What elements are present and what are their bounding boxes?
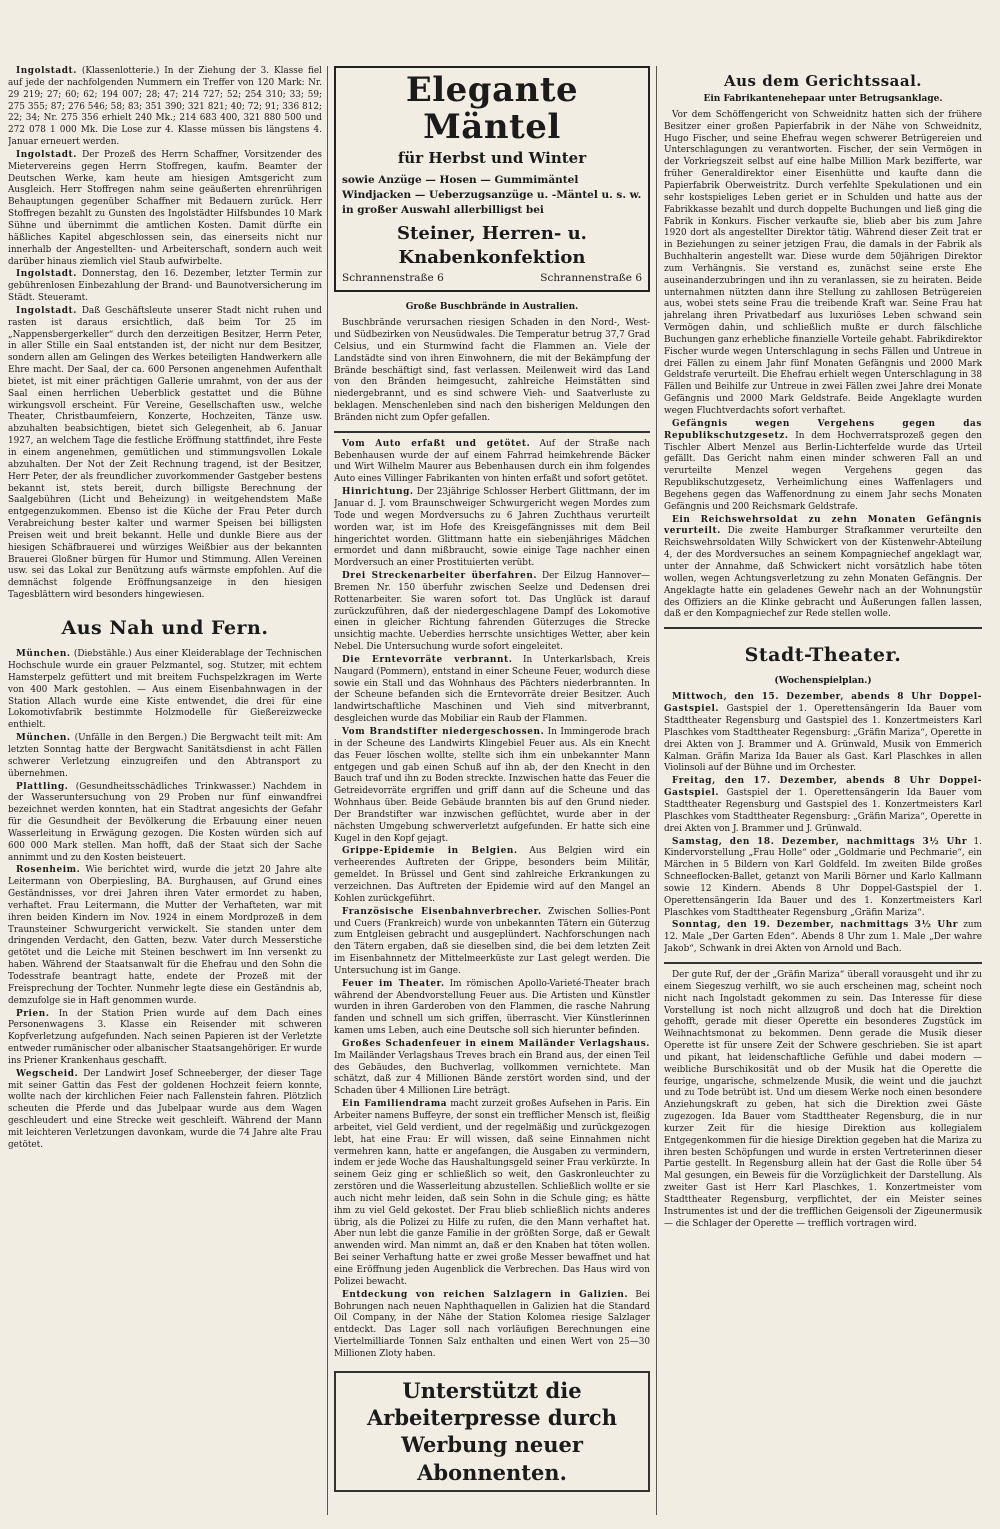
article: München. (Diebstähle.) Aus einer Kleiderablage der Technischen Hochschule wurde ein grauer Pelzmantel, sog. Stutzer, mit echtem Hamsterpelz gefüttert und mit breitem Fuchspelzkragen im Werte von 400 Mark gestohlen. — Aus einem Eisenbahnwagen in der Station Allach wurde eine Kiste entwendet, die drei für eine Lokomotivfabrik bestimmte Holzmodelle für Gießereizwecke enthielt. (8, 649, 322, 731)
ad-address-left: Schrannenstraße 6 (342, 272, 444, 285)
theater-item: Sonntag, den 19. Dezember, nachmittags 3½ Uhr zum 12. Male „Der Garten Eden“. Abends 8 Uhr zum 1. Male „Der wahre Jakob“, Schwank in drei Akten von Arnold und Bach. (664, 920, 982, 955)
article: München. (Unfälle in den Bergen.) Die Bergwacht teilt mit: Am letzten Sonntag hatte der Bergwacht Sanitätsdienst in acht Fällen schwerer Verletzung einzugreifen und den Abtransport zu übernehmen. (8, 733, 322, 779)
article: Vor dem Schöffengericht von Schweidnitz hatten sich der frühere Besitzer einer großen Papierfabrik in der Nähe von Schweidnitz, Hugo Fischer, und seine Ehefrau wegen schwerer Betrügereien und Unterschlagungen zu verantworten. Fischer, der sein Vermögen in der Vorkriegszeit selbst auf eine halbe Million Mark bezifferte, war früher Generaldirektor einer Eisenhütte und kaufte dann die Papierfabrik Oberweistritz. Durch verfehlte Spekulationen und ein sehr kostspieliges Leben geriet er in Schulden und hatte aus der Fabrikkasse bezahlt und durch doppelte Buchungen und ließ ging die Fabrik in Konkurs. Fischer verkaufte sie, blieb aber bis zum Jahre 1920 dort als angestellter Direktor tätig. Während dieser Zeit trat er in Beziehungen zu seiner jetzigen Frau, die damals in der Fabrik als Buchhalterin angestellt war. Diese wurde dem 50jährigen Direktor zum Verhängnis. Sie verstand es, zunächst seine erste Ehe auseinanderzubringen und ihn zu veranlassen, sie zu heiraten. Beide unternahmen nützten dann ihre Stellung zu zahllosen Betrügereien aus, wobei stets seine Frau die treibende Kraft war. Seine Frau hat jahrelang ihren Privatbedarf aus luxuriöses Leben schwand sein Vermögen dahin, und schließlich mußte er durch fälschliche Buchungen ganz erhebliche finanzielle Vorteile gehabt. Fabrikdirektor Fischer wurde wegen Unterschlagung in sechs Fällen und Untreue in drei Fällen zu einem Jahr fünf Monaten Gefängnis und 2000 Mark Geldstrafe verurteilt. Die Ehefrau erhielt wegen Unterschlagung in 38 Fällen und Beihilfe zur Untreue in zwei Fällen zwei Jahre drei Monate Gefängnis und 2000 Mark Geldstrafe. Beide Angeklagte wurden wegen Fluchtverdachts sofort verhaftet. (664, 109, 982, 416)
article: Ingolstadt. Donnerstag, den 16. Dezember, letzter Termin zur gebührenlosen Einbezahlung der Brand- und Baunotversicherung im Städt. Steueramt. (8, 269, 322, 304)
article: Vom Auto erfaßt und getötet. Auf der Straße nach Bebenhausen wurde der auf einem Fahrrad heimkehrende Bäcker und Wirt Wilhelm Maurer aus Bebenhausen durch ein ihm folgendes Auto eines Villinger Fabrikanten von hinten erfaßt und sofort getötet. (334, 438, 650, 485)
appeal-line-1: Unterstützt die Arbeiterpresse durch (366, 1377, 617, 1431)
article: Vom Brandstifter niedergeschossen. In Immingerode brach in der Scheune des Landwirts Klingebiel Feuer aus. Als ein Knecht das Feuer löschen wollte, stellte sich ihm ein unbekannter Mann entgegen und gab einen Schuß auf ihn ab, der den Knecht in den Bauch traf und ihn zu Boden streckte. Inzwischen hatte das Feuer die Getreidevorräte ergriffen und griff dann auf die Scheune und das Wohnhaus über. Beide Gebäude brannten bis auf den Grund nieder. Der Brandstifter war inzwischen geflüchtet, wurde aber in der nächsten Umgebung schwerverletzt aufgefunden. Er hatte sich eine Kugel in den Kopf gejagt. (334, 727, 650, 844)
article: Gefängnis wegen Vergehens gegen das Republikschutzgesetz. In dem Hochverratsprozeß gegen den Tischler Albert Menzel aus Berlin-Lichterfelde wurde das Urteil gefällt. Das Gericht nahm einen minder schweren Fall an und verurteilte Menzel wegen Vergehens gegen das Republikschutzgesetz, Verheimlichung eines Waffenlagers und Begehens gegen das Waffenordnung zu einem Jahr sechs Monaten Gefängnis und 200 Reichsmark Geldstrafe. (664, 418, 982, 512)
divider (664, 962, 982, 964)
article: Ein Familiendrama macht zurzeit großes Aufsehen in Paris. Ein Arbeiter namens Buffeyre, der sonst ein trefflicher Mensch ist, fleißig arbeitet, viel Geld verdient, und der regelmäßig und zurückgezogen lebt, hat eine Frau: Er will wissen, daß seine Einnahmen nicht vermehren kann, hatte er angefangen, die Ausgaben zu vermindern, indem er jede Woche das Haushaltungsgeld seiner Frau verkürzte. In seinem Geiz ging er schließlich so weit, den Gaskronleuchter zu zerstören und die Wasserleitung abzustellen. Schließlich wollte er sie auch nicht mehr leiden, daß sein Sohn in die Schule ging; es hätte ihm zu viel Geld gekostet. Der Frau blieb schließlich nichts anderes übrig, als die Polizei zu Hilfe zu rufen, die den Mann verhaftet hat. Aber nun lebt die ganze Familie in der größten Sorge, daß er Gewalt anwenden wird. Man nimmt an, daß er den Knaben hat töten wollen. Bei seiner Verhaftung hatte er zwei große Messer bewaffnet und hat eine Eröffnung jeden Augenblick die Verbrechen. Das Haus wird von Polizei bewacht. (334, 1099, 650, 1287)
theater-item: Samstag, den 18. Dezember, nachmittags 3½ Uhr 1. Kindervorstellung „Frau Holle“ oder „Goldmarie und Pechmarie“, ein Märchen in 5 Bildern von Karl Goldfeld. Im zweiten Bilde großes Schneeflocken-Ballet, getanzt von Marili Börner und Karlo Kallmann sowie 12 Kindern. Abends 8 Uhr Doppel-Gastspiel der 1. Operettensängerin Ida Bauer und des 1. Konzertmeisters Karl Plaschkes vom Stadttheater Regensburg „Gräfin Mariza“. (664, 836, 982, 918)
column-court-and-theater (664, 66, 982, 1515)
ad-address (342, 272, 642, 286)
theater-item: Freitag, den 17. Dezember, abends 8 Uhr Doppel-Gastspiel. Gastspiel der 1. Operettensängerin Ida Bauer vom Stadttheater Regensburg und Gastspiel des 1. Konzertmeisters Karl Plaschkes vom Stadttheater Regensburg: „Gräfin Mariza“, Operette in drei Akten von J. Brammer und J. Grünwald. (664, 776, 982, 834)
article: Ingolstadt. (Klassenlotterie.) In der Ziehung der 3. Klasse fiel auf jede der nachfolgenden Nummern ein Treffer von 120 Mark: Nr. 29 219; 27; 60; 62; 194 007; 28; 47; 214 727; 52; 254 310; 33; 59; 275 355; 87; 276 546; 58; 83; 351 390; 321 821; 40; 72; 91; 336 812; 22; 34; Nr. 275 356 erhielt 240 Mk.; 214 683 400, 321 880 500 und 272 078 1 000 Mk. Die Lose zur 4. Klasse müssen bis längstens 4. Januar erneuert werden. (8, 66, 322, 148)
advertisement-steiner (334, 66, 650, 292)
article: Entdeckung von reichen Salzlagern in Galizien. Bei Bohrungen nach neuen Naphthaquellen in Galizien hat die Standard Oil Company, in der Nähe der Station Kolomea riesige Salzlager entdeckt. Das Lager soll nach vorläufigen Berechnungen eine Viertelmilliarde Tonnen Salz enthalten und einen Wert von 25—30 Millionen Zloty haben. (334, 1289, 650, 1359)
article-heading: Große Buschbrände in Australien. (405, 302, 579, 313)
column-rule-right (656, 66, 657, 1515)
ad-address-right: Schrannenstraße 6 (540, 272, 642, 285)
appeal-line-2: Werbung neuer Abonnenten. (401, 1432, 583, 1485)
article: Ein Reichswehrsoldat zu zehn Monaten Gefängnis verurteilt. Die zweite Hamburger Strafkammer verurteilte den Reichswehrsoldaten Willy Schwickert von der Küstenwehr-Abteilung 4, der des Mordversuches an seinem Kompagniechef angeklagt war, unter der Annahme, daß Schwickert nicht vorsätzlich habe töten wollen, wegen Achtungsverletzung zu zehn Monaten Gefängnis. Der Angeklagte hatte ein geladenes Gewehr nach an der Wohnungstür des Offiziers an die Klinke gebracht und Äußerungen fallen lassen, daß er den Kompagniechef zur Rede stellen wolle. (664, 514, 982, 620)
article: Plattling. (Gesundheitsschädliches Trinkwasser.) Nachdem in der Wasseruntersuchung von 29 Proben nur fünf einwandfrei bezeichnet werden konnten, hat ein Stadtrat angesichts der Gefahr für die Gesundheit der Bevölkerung die Erbauung einer neuen Wasserleitung in Erwägung gezogen. Die Kosten würden sich auf 600 000 Mark stellen. Man hofft, daß der Staat sich der Sache annimmt und zu den Kosten beisteuert. (8, 781, 322, 863)
theater-review: Der gute Ruf, der der „Gräfin Mariza“ überall vorausgeht und ihr zu einem Siegeszug verhilft, wo sie auch erscheinen mag, scheint noch nicht nach Ingolstadt gekommen zu sein. Das Interesse für diese Vorstellung ist noch nicht allzugroß und doch hat die Direktion gehofft, gerade mit dieser Operette ein besonderes Zugstück im Weihnachtsmonat zu bekommen. Denn gerade die Musik dieser Operette ist für unsere Zeit der Schwere geschrieben. Sie ist apart und pikant, hat leidenschaftliche Gefühle und dabei modern — weibliche Burschikosität und ob der Musik hat die Operette die feurige, ungarische, schmelzende Musik, die weint und die jauchzt und zu Tode betrübt ist. Und um diesem Werke noch einen besondere Anziehungskraft zu geben, hat sich die Direktion zwei Gäste zugezogen. Ida Bauer vom Stadttheater Regensburg, die in nur kurzer Zeit für die hiesige Direktion aus kollegialem Entgegenkommen für die hiesige Direktion gegeben hat die Mariza zu ihren besten Schöpfungen und wurde in ersten Vertreterinnen dieser Partie gestellt. In Regensburg allein hat der Gast die Rolle über 54 Mal gesungen, ein Beweis für die Vorzüglichkeit der Darstellung. Als zweiter Gast ist Herr Karl Plaschkes, 1. Konzertmeister vom Stadttheater Regensburg, verpflichtet, der ein Meister seines Instrumentes ist und der die trefflichen Geigensoli der Zigeunermusik — die Schlager der Operette — trefflich vortragen wird. (664, 969, 982, 1229)
ad-subtitle: für Herbst und Winter (397, 148, 587, 167)
article-heading: Ein Fabrikantenehepaar unter Betrugsanklage. (703, 93, 943, 104)
column-local-news (8, 66, 322, 1515)
article: Buschbrände verursachen riesigen Schaden in den Nord-, West- und Südbezirken von Neusüdwales. Die Temperatur betrug 37,7 Grad Celsius, und ein Sturmwind facht die Flammen an. Viele der Landstädte sind von ihren Einwohnern, die mit der Bekämpfung der Brände beschäftigt sind, fast verlassen. Meilenweit wird das Land von den Bränden heimgesucht, zahlreiche Heimstätten sind niedergebrannt, und es sind schwere Vieh- und Saatverluste zu beklagen. Menschenleben sind nach den bisherigen Meldungen den Bränden nicht zum Opfer gefallen. (334, 318, 650, 423)
ad-firm-name: Steiner, Herren- u. Knabenkonfektion (397, 223, 587, 269)
article: Rosenheim. Wie berichtet wird, wurde die jetzt 20 Jahre alte Leitermann von Oberpiesling, BA. Burghausen, auf Grund eines Geständnisses, vor drei Jahren ihren Vater ermordet zu haben, verhaftet. Frau Leitermann, die Mutter der Verhafteten, war mit ihren beiden Kindern im Nov. 1924 in einem Mordprozeß in dem Traunsteiner Schwurgericht verwickelt. Sie standen unter dem dringenden Verdacht, den Gatten, bezw. Vater durch Messerstiche getötet und die Leiche mit Steinen beschwert im Inn versenkt zu haben. Während der Staatsanwalt für die Ehefrau und den Sohn die Todesstrafe beantragt hatte, endete der Prozeß mit der Freisprechung der Tochter. Nunmehr legte diese ein Geständnis ab, demzufolge sie in Haft genommen wurde. (8, 865, 322, 1006)
article: Die Erntevorräte verbrannt. In Unterkarlsbach, Kreis Naugard (Pommern), entstand in einer Scheune Feuer, wodurch diese sowie ein Stall und das Wohnhaus des Pächters niederbrannten. In der Scheune befanden sich die Erntevorräte dreier Besitzer. Auch landwirtschaftliche Maschinen und Vieh sind mitverbrannt, desgleichen wurde das Mobiliar ein Raub der Flammen. (334, 654, 650, 725)
ad-title: Elegante Mäntel (405, 70, 579, 148)
ad-text: sowie Anzüge — Hosen — Gummimäntel Windjacken — Ueberzugsanzüge u. -Mäntel u. s. w. in großer Auswahl allerbilligst bei (342, 173, 642, 217)
article: Wegscheid. Der Landwirt Josef Schneeberger, der dieser Tage mit seiner Gattin das Fest der goldenen Hochzeit feiern konnte, wollte nach der kirchlichen Feier nach Fallenstein fahren. Plötzlich scheuten die Pferde und das Jubelpaar wurde aus dem Wagen geschleudert und eine Strecke weit geschleift. Während der Mann mit leichteren Verletzungen davonkam, wurde die 74 Jahre alte Frau getötet. (8, 1068, 322, 1150)
article: Hinrichtung. Der 23jährige Schlosser Herbert Glittmann, der im Januar d. J. vom Braunschweiger Schwurgericht wegen Mordes zum Tode und wegen Mordversuchs zu 6 Jahren Zuchthaus verurteilt worden war, ist im Hofe des Kreisgefängnisses mit dem Beil hingerichtet worden. Glittmann hatte ein siebenjähriges Mädchen ermordet und dann mißbraucht, sowie einige Tage nachher einen Mordversuch an einer Prostituierten verübt. (334, 487, 650, 569)
article: Prien. In der Station Prien wurde auf dem Dach eines Personenwagens 3. Klasse ein Reisender mit schweren Kopfverletzung aufgefunden. Nach seinen Papieren ist der Verletzte entweder rumänischer oder albanischer Staatsangehöriger. Er wurde ins Priener Krankenhaus geschafft. (8, 1008, 322, 1066)
divider (664, 627, 982, 629)
section-heading-aus-nah-und-fern: Aus Nah und Fern. (61, 616, 269, 639)
divider (334, 431, 650, 433)
article: Ingolstadt. Daß Geschäftsleute unserer Stadt nicht ruhen und rasten ist daraus ersichtlich, daß beim Tor 25 im „Nappensbergerkeller“ durch den derzeitigen Besitzer, Herrn Peter, in aller Stille ein Saal entstanden ist, der nicht nur dem Besitzer, sondern allen am Gelingen des Werkes beteiligten Handwerkern alle Ehre macht. Der Saal, der ca. 600 Personen angenehmen Aufenthalt bietet, ist mit einer prächtigen Gallerie umrahmt, von der aus der Saal einen herrlichen Ueberblick gestattet und die Bühne wirkungsvoll erscheint. Für Vereine, Gesellschaften usw., welche Theater, Christbaumfeiern, Konzerte, Hochzeiten, Tänze usw. abzuhalten beabsichtigen, bietet sich Gelegenheit, ab 6. Januar 1927, an welchem Tage die festliche Eröffnung stattfindet, ihre Feste in einem angenehmen, gemütlichen und stimmungsvollen Lokale abzuhalten. Der Not der Zeit Rechnung tragend, ist der Besitzer, Herr Peter, der als freundlicher zuvorkommender Gastgeber bestens bekannt ist, stets bereit, durch billigste Berechnung der Saalgebühren (Licht und Beheizung) in weitgehendstem Maße entgegenzukommen. Ebenso ist die Küche der Frau Peter durch Verabreichung bester kalter und warmer Speisen bei billigsten Preisen weit und breit bekannt. Helle und dunkle Biere aus der hiesigen Schäfbrauerei und würziges Weißbier aus der bekannten Brauerei Gloßner bürgen für Humor und Stimmung. Allen Vereinen usw. sei das Lokal zur Benützung aufs wärmste empfohlen. Auf die demnächst folgende Eröffnungsanzeige in den hiesigen Tagesblättern wird besonders hingewiesen. (8, 305, 322, 601)
article: Drei Streckenarbeiter überfahren. Der Eilzug Hannover—Bremen Nr. 150 überfuhr zwischen Seelze und Dedensen drei Rottenarbeiter. Sie waren sofort tot. Das Unglück ist darauf zurückzuführen, daß der niedergeschlagene Dampf des Lokomotive einen in gleicher Richtung fahrenden Güterzuges die Strecke unsichtig machte. Ueberdies herrschte unsichtiges Wetter, aber kein Nebel. Die Untersuchung wurde sofort eingeleitet. (334, 571, 650, 653)
article: Feuer im Theater. Im römischen Apollo-Varieté-Theater brach während der Abendvorstellung Feuer aus. Die Artisten und Künstler wurden in ihren Garderoben von den Flammen, die rasche Nahrung fanden und schnell um sich griffen, überrascht. Vier Künstlerinnen kamen ums Leben, auch eine Deutsche soll sich hierunter befinden. (334, 978, 650, 1037)
column-world-news (334, 66, 650, 1515)
article: Grippe-Epidemie in Belgien. Aus Belgien wird ein verheerendes Auftreten der Grippe, besonders beim Militär, gemeldet. In Brüssel und Gent sind zahlreiche Erkrankungen zu verzeichnen. Das Auftreten der Epidemie wird auf den Mangel an Kohlen zurückgeführt. (334, 846, 650, 904)
column-rule-left (327, 66, 328, 1515)
subscription-appeal-box (334, 1371, 650, 1492)
article: Großes Schadenfeuer in einem Mailänder Verlagshaus. Im Mailänder Verlagshaus Treves brach ein Brand aus, der einen Teil des Gebäudes, den Buchverlag, vollkommen vernichtete. Man schätzt, daß zur 4 Millionen Bände zerstört worden sind, und der Schaden über 4 Millionen Lire beträgt. (334, 1038, 650, 1097)
article: Französische Eisenbahnverbrecher. Zwischen Sollies-Pont und Cuers (Frankreich) wurde von unbekannten Tätern ein Güterzug zum Entgleisen gebracht und ausgeplündert. Nachforschungen nach den Tätern ergaben, daß sie dieselben sind, die bei dem letzten Zeit im Eisenbahnnetz der Mittelmeerküste zur Last gelegt werden. Die Untersuchung ist im Gange. (334, 906, 650, 976)
article: Ingolstadt. Der Prozeß des Herrn Schaffner, Vorsitzender des Mietervereins gegen Herrn Stoffregen, kaufm. Beamter der Deutschen Werke, kam heute am hiesigen Amtsgericht zum Ausgleich. Herr Stoffregen nahm seine geäußerten ehrenrührigen Behauptungen gegenüber Schaffner mit Bedauern zurück. Herr Stoffregen bezahlt zu Gunsten des Ingolstädter Hilfsbundes 10 Mark Sühne und übernimmt die amtlichen Kosten. Damit dürfte ein häßliches Kapitel abgeschlossen sein, das einerseits nicht nur innerhalb der Angestellten- und Arbeiterschaft, sondern auch weit darüber hinaus ziemlich viel Staub aufwirbelte. (8, 149, 322, 267)
theater-subheading: (Wochenspielplan.) (774, 676, 872, 687)
section-heading-gerichtssaal: Aus dem Gerichtssaal. (723, 72, 922, 90)
theater-item: Mittwoch, den 15. Dezember, abends 8 Uhr Doppel-Gastspiel. Gastspiel der 1. Operettensängerin Ida Bauer vom Stadttheater Regensburg und Gastspiel des 1. Konzertmeisters Karl Plaschkes vom Stadttheater Regensburg: „Gräfin Mariza“, Operette in drei Akten von J. Brammer und A. Grünwald, Musik von Emmerich Kalman. Gräfin Mariza Ida Bauer als Gast. Karl Plaschkes in allen Violinsoli auf der Bühne und im Orchester. (664, 692, 982, 774)
section-heading-stadt-theater: Stadt-Theater. (744, 644, 902, 667)
